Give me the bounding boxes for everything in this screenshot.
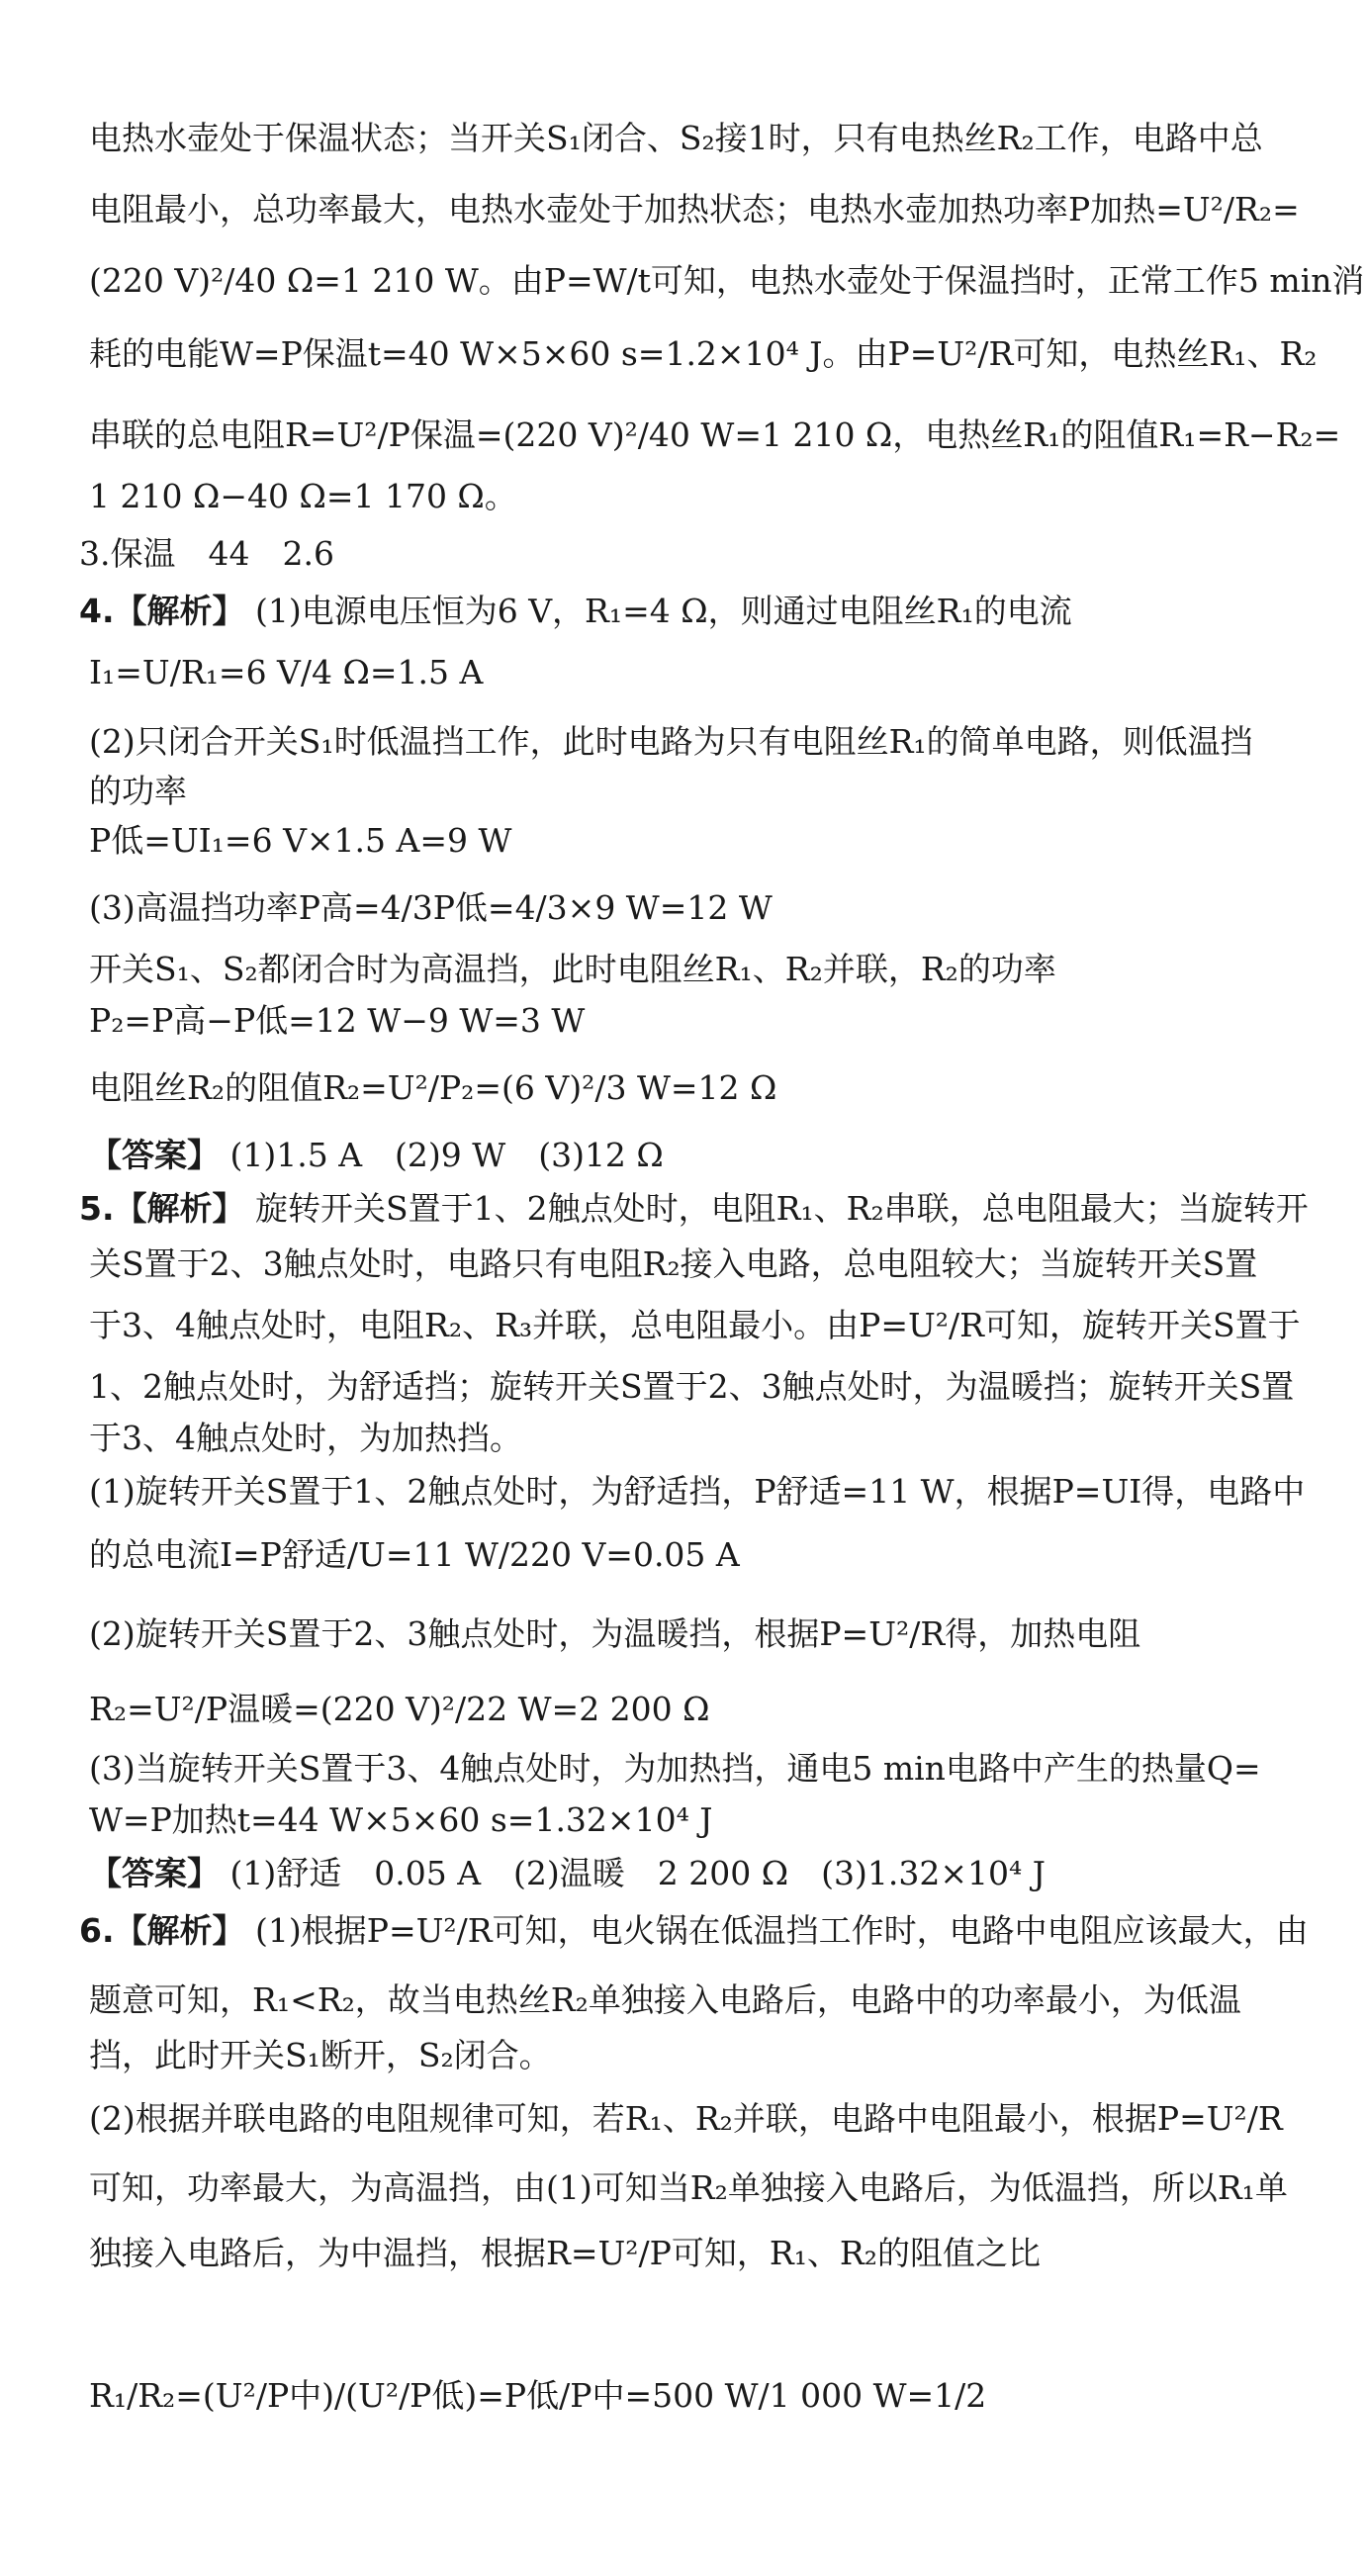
q4-line-1 bbox=[79, 590, 1072, 633]
q6-line-2: 题意可知，R₁<R₂，故当电热丝R₂单独接入电路后，电路中的功率最小，为低温 bbox=[89, 1980, 1241, 2019]
q6-line-1 bbox=[79, 1909, 1309, 1953]
q5-line-6: (1)旋转开关S置于1、2触点处时，为舒适挡，P舒适=11 W，根据P=UI得，电路中 bbox=[89, 1472, 1306, 1511]
q5-line-4: 1、2触点处时，为舒适挡；旋转开关S置于2、3触点处时，为温暖挡；旋转开关S置 bbox=[89, 1367, 1295, 1406]
q4-answer-line bbox=[89, 1134, 664, 1177]
p1-line-3: (220 V)²/40 Ω=1 210 W。由P=W/t可知，电热水壶处于保温挡时，正常工作5 min消 bbox=[89, 261, 1365, 300]
p1-line-4: 耗的电能W=P保温t=40 W×5×60 s=1.2×10⁴ J。由P=U²/R可知，电热丝R₁、R₂ bbox=[89, 334, 1318, 373]
q4-line-2: I₁=U/R₁=6 V/4 Ω=1.5 A bbox=[89, 653, 484, 691]
q4-answer-label: 【答案】 bbox=[89, 1136, 220, 1174]
q4-answer: (1)1.5 A (2)9 W (3)12 Ω bbox=[229, 1136, 664, 1174]
q6-line-4: (2)根据并联电路的电阻规律可知，若R₁、R₂并联，电路中电阻最小，根据P=U²/R bbox=[89, 2099, 1283, 2138]
p1-line-1: 电热水壶处于保温状态；当开关S₁闭合、S₂接1时，只有电热丝R₂工作，电路中总 bbox=[89, 119, 1263, 157]
q5-answer-label: 【答案】 bbox=[89, 1854, 220, 1892]
q4-line-7: 开关S₁、S₂都闭合时为高温挡，此时电阻丝R₁、R₂并联，R₂的功率 bbox=[89, 950, 1056, 988]
q4-line-4: 的功率 bbox=[89, 772, 187, 810]
q5-answer: (1)舒适 0.05 A (2)温暖 2 200 Ω (3)1.32×10⁴ J bbox=[229, 1854, 1046, 1892]
q4-head: 4.【解析】 bbox=[79, 592, 245, 630]
q5-text-1: 旋转开关S置于1、2触点处时，电阻R₁、R₂串联，总电阻最大；当旋转开 bbox=[255, 1189, 1309, 1228]
q5-line-10: (3)当旋转开关S置于3、4触点处时，为加热挡，通电5 min电路中产生的热量Q= bbox=[89, 1749, 1261, 1788]
q6-head: 6.【解析】 bbox=[79, 1911, 245, 1950]
q4-line-5: P低=UI₁=6 V×1.5 A=9 W bbox=[89, 821, 512, 860]
q5-head: 5.【解析】 bbox=[79, 1189, 245, 1228]
q4-line-8: P₂=P高−P低=12 W−9 W=3 W bbox=[89, 1001, 586, 1040]
p1-line-5: 串联的总电阻R=U²/P保温=(220 V)²/40 W=1 210 Ω，电热丝R₁的阻值R₁=R−R₂= bbox=[89, 415, 1341, 454]
q5-line-5: 于3、4触点处时，为加热挡。 bbox=[89, 1419, 522, 1457]
p1-line-6: 1 210 Ω−40 Ω=1 170 Ω。 bbox=[89, 477, 517, 515]
q5-answer-line bbox=[89, 1852, 1046, 1895]
q3-answer: 3.保温 44 2.6 bbox=[79, 534, 334, 573]
q6-line-3: 挡，此时开关S₁断开，S₂闭合。 bbox=[89, 2036, 552, 2074]
q5-line-2: 关S置于2、3触点处时，电路只有电阻R₂接入电路，总电阻较大；当旋转开关S置 bbox=[89, 1244, 1258, 1283]
q5-line-7: 的总电流I=P舒适/U=11 W/220 V=0.05 A bbox=[89, 1535, 740, 1574]
q4-line-3: (2)只闭合开关S₁时低温挡工作，此时电路为只有电阻丝R₁的简单电路，则低温挡 bbox=[89, 722, 1253, 761]
q4-text-1: (1)电源电压恒为6 V，R₁=4 Ω，则通过电阻丝R₁的电流 bbox=[255, 592, 1072, 630]
q4-line-6: (3)高温挡功率P高=4/3P低=4/3×9 W=12 W bbox=[89, 888, 773, 927]
p1-line-2: 电阻最小，总功率最大，电热水壶处于加热状态；电热水壶加热功率P加热=U²/R₂= bbox=[89, 190, 1300, 229]
q6-line-6: 独接入电路后，为中温挡，根据R=U²/P可知，R₁、R₂的阻值之比 bbox=[89, 2234, 1042, 2272]
q5-line-8: (2)旋转开关S置于2、3触点处时，为温暖挡，根据P=U²/R得，加热电阻 bbox=[89, 1614, 1141, 1653]
q4-line-9: 电阻丝R₂的阻值R₂=U²/P₂=(6 V)²/3 W=12 Ω bbox=[89, 1068, 777, 1107]
q6-line-7-ratio: R₁/R₂=(U²/P中)/(U²/P低)=P低/P中=500 W/1 000 W=1/2 bbox=[89, 2376, 987, 2415]
q6-text-1: (1)根据P=U²/R可知，电火锅在低温挡工作时，电路中电阻应该最大，由 bbox=[255, 1911, 1309, 1950]
q6-line-5: 可知，功率最大，为高温挡，由(1)可知当R₂单独接入电路后，为低温挡，所以R₁单 bbox=[89, 2168, 1288, 2207]
q5-line-9: R₂=U²/P温暖=(220 V)²/22 W=2 200 Ω bbox=[89, 1690, 710, 1728]
q5-line-1 bbox=[79, 1187, 1309, 1231]
q5-line-3: 于3、4触点处时，电阻R₂、R₃并联，总电阻最小。由P=U²/R可知，旋转开关S置于 bbox=[89, 1306, 1301, 1344]
q5-line-11: W=P加热t=44 W×5×60 s=1.32×10⁴ J bbox=[89, 1800, 713, 1839]
